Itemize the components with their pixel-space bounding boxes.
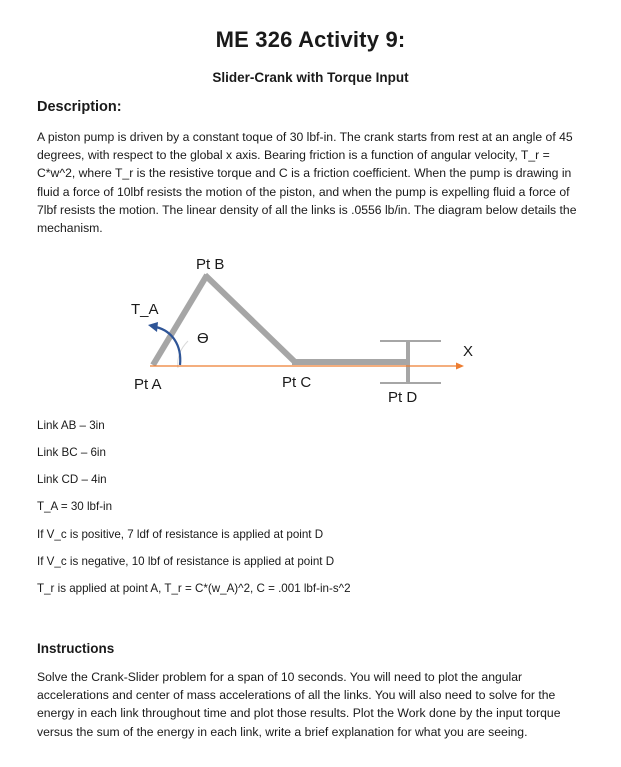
page-title: ME 326 Activity 9: <box>215 27 406 52</box>
slider-crank-diagram <box>0 245 621 420</box>
theta-label: ϴ <box>197 330 209 347</box>
spec-torque: T_A = 30 lbf-in <box>37 500 113 513</box>
spec-link-cd: Link CD – 4in <box>37 473 107 486</box>
spec-link-bc: Link BC – 6in <box>37 446 106 459</box>
pt-c-label: Pt C <box>282 374 312 391</box>
torque-arrowhead <box>148 322 158 332</box>
torque-label: T_A <box>131 301 159 318</box>
description-text: A piston pump is driven by a constant toque of 30 lbf-in. The crank starts from rest at an angle of 45 degrees, with respect to the global x axis. Bearing friction is a function of angular velocity, T_r = C*w^2, where T_r is the resistive torque and C is a friction coefficient. When the pump is drawing in fluid a force of 10lbf resists the motion of the piston, and when the pump is expelling fluid a force of 7lbf resists the motion. The linear density of all the links is .0556 lb/in. The diagram below details the mechanism. <box>37 130 577 236</box>
pt-b-label: Pt B <box>196 256 225 273</box>
instructions-heading: Instructions <box>37 641 115 656</box>
spec-friction: T_r is applied at point A, T_r = C*(w_A)^2, C = .001 lbf-in-s^2 <box>37 582 351 595</box>
spec-positive-resistance: If V_c is positive, 7 ldf of resistance is applied at point D <box>37 528 324 541</box>
pt-d-label: Pt D <box>388 389 418 406</box>
link-bc <box>205 275 295 362</box>
instructions-text: Solve the Crank-Slider problem for a span of 10 seconds. You will need to plot the angular accelerations and center of mass accelerations of all the links. You will also need to solve for the energy in each link throughout time and plot those results. Plot the Work done by the input torque versus the sum of the energy in each link, write a brief explanation for what you are seeing. <box>37 670 561 739</box>
spec-link-ab: Link AB – 3in <box>37 419 105 432</box>
spec-negative-resistance: If V_c is negative, 10 lbf of resistance is applied at point D <box>37 555 335 568</box>
page-subtitle: Slider-Crank with Torque Input <box>212 70 409 85</box>
description-heading: Description: <box>37 99 122 115</box>
pt-a-label: Pt A <box>134 376 162 393</box>
x-axis-label: X <box>463 343 474 360</box>
x-axis-arrowhead <box>456 363 464 370</box>
